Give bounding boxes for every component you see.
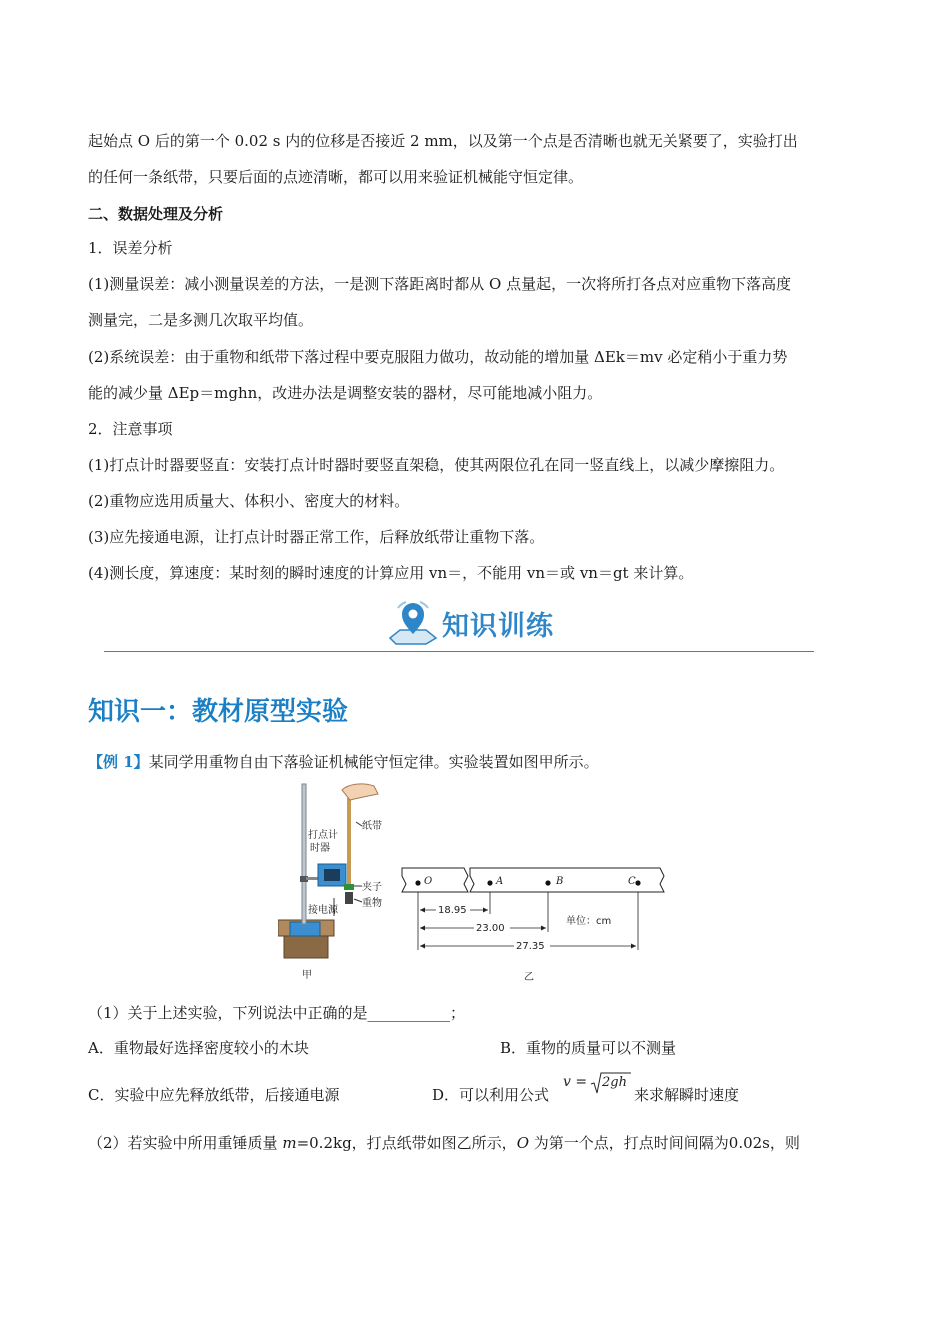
point-label-b: B	[556, 876, 564, 887]
section-heading: 二、数据处理及分析	[88, 205, 224, 223]
example-line	[88, 752, 863, 772]
timer-window	[324, 869, 340, 881]
example-text: 某同学用重物自由下落验证机械能守恒定律。实验装置如图甲所示。	[148, 753, 599, 771]
q2-var-m: m	[282, 1134, 297, 1152]
paragraph-line: 能的减少量 ΔEp＝mghn，改进办法是调整安装的器材，尽可能地减小阻力。	[88, 384, 603, 402]
hand	[342, 784, 378, 800]
option-a: A．重物最好选择密度较小的木块	[88, 1039, 309, 1057]
option-b: B．重物的质量可以不测量	[500, 1039, 677, 1057]
tape-point-o	[415, 880, 420, 885]
label-unit: 单位：cm	[566, 916, 612, 927]
formula-v-sqrt-2gh	[563, 1072, 633, 1102]
option-d: D．可以利用公式	[432, 1086, 550, 1104]
figure-caption-a: 甲	[302, 970, 312, 981]
label-clip: 夹子	[362, 882, 382, 893]
paragraph-line: 起始点 O 后的第一个 0.02 s 内的位移是否接近 2 mm，以及第一个点是否清晰也就无关紧要了，实验打出	[88, 132, 798, 150]
question-1-stem: （1）关于上述实验，下列说法中正确的是___________；	[88, 1004, 466, 1022]
distance-ob: 23.00	[476, 923, 505, 934]
option-c: C．实验中应先释放纸带，后接通电源	[88, 1086, 340, 1104]
tape-point-c	[635, 880, 640, 885]
tape-segment-left	[402, 868, 468, 892]
paragraph-line: 测量完，二是多测几次取平均值。	[88, 311, 314, 329]
q2-text-3: 为第一个点，打点时间间隔为0.02s，则	[529, 1134, 800, 1152]
point-label-c: C	[628, 876, 636, 887]
figure-caption-b: 乙	[524, 972, 534, 983]
distance-oc: 27.35	[516, 941, 545, 952]
q2-text-2: =0.2kg，打点纸带如图乙所示，	[296, 1134, 517, 1152]
point-label-o: O	[424, 876, 433, 887]
subsection-heading: 1．误差分析	[88, 239, 173, 257]
subsection-heading: 2．注意事项	[88, 420, 173, 438]
banner-title: 知识训练	[442, 611, 554, 642]
point-label-a: A	[496, 876, 504, 887]
paragraph-line: (2)系统误差：由于重物和纸带下落过程中要克服阻力做功，故动能的增加量 ΔEk＝mv 必定稍小于重力势	[88, 348, 788, 366]
map-pin-icon	[386, 600, 440, 646]
label-power: 接电源	[308, 905, 338, 916]
label-tape: 纸带	[362, 821, 382, 832]
q2-var-o: O	[516, 1134, 529, 1152]
formula-lhs: v =	[563, 1074, 588, 1090]
paragraph-line: 的任何一条纸带，只要后面的点迹清晰，都可以用来验证机械能守恒定律。	[88, 168, 584, 186]
paragraph-line: (4)测长度，算速度：某时刻的瞬时速度的计算应用 vn＝，不能用 vn＝或 vn＝gt 来计算。	[88, 564, 694, 582]
weight	[345, 892, 353, 904]
tape-point-b	[545, 880, 550, 885]
tape-point-a	[487, 880, 492, 885]
stand-rod	[302, 784, 306, 924]
label-timer: 打点计	[308, 830, 338, 841]
divider	[104, 651, 814, 652]
option-d-tail: 来求解瞬时速度	[634, 1086, 740, 1104]
q2-text-1: （2）若实验中所用重锤质量	[88, 1134, 283, 1152]
question-2-stem	[88, 1133, 863, 1153]
paragraph-line: (1)测量误差：减小测量误差的方法，一是测下落距离时都从 O 点量起，一次将所打各点对应重物下落高度	[88, 275, 792, 293]
paragraph-line: (2)重物应选用质量大、体积小、密度大的材料。	[88, 492, 410, 510]
paragraph-line: (1)打点计时器要竖直：安装打点计时器时要竖直架稳，使其两限位孔在同一竖直线上，以减少摩擦阻力。	[88, 456, 785, 474]
experiment-figure	[278, 780, 670, 988]
paragraph-line: (3)应先接通电源，让打点计时器正常工作，后释放纸带让重物下落。	[88, 528, 545, 546]
example-tag: 【例 1】	[88, 753, 149, 771]
clip	[344, 884, 354, 890]
knowledge-training-banner	[386, 600, 566, 648]
wooden-block	[284, 934, 328, 958]
page-title: 知识一：教材原型实验	[88, 697, 349, 727]
distance-oa: 18.95	[438, 905, 467, 916]
label-timer-2: 时器	[310, 843, 330, 854]
formula-radicand: 2gh	[602, 1075, 627, 1090]
label-weight: 重物	[362, 898, 382, 909]
